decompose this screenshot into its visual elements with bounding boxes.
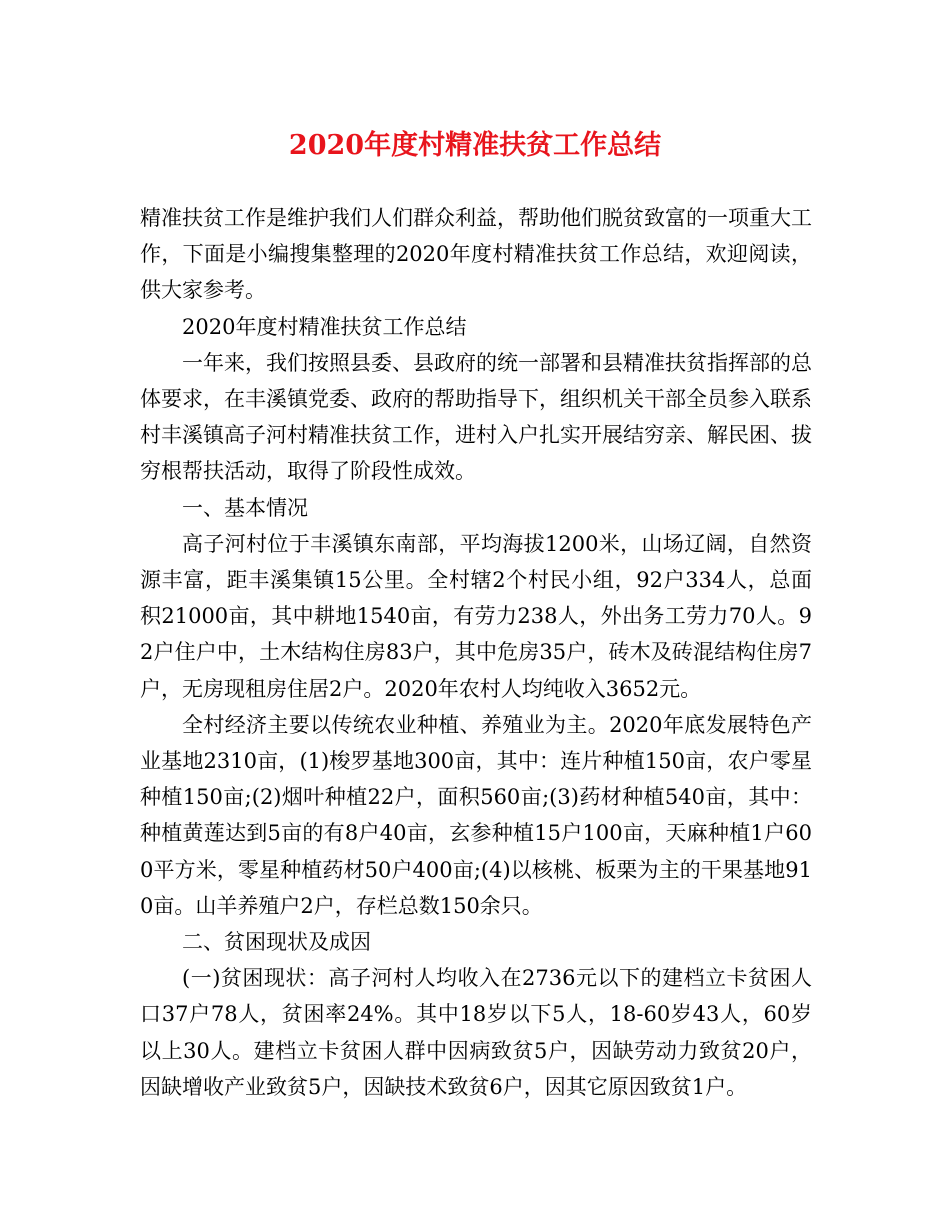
paragraph-poverty-status: (一)贫困现状：高子河村人均收入在2736元以下的建档立卡贫困人口37户78人，贫困率24%。其中18岁以下5人，18-60岁43人，60岁以上30人。建档立卡贫困人群中因病致贫5户，因缺劳动力致贫20户，因缺增收产业致贫5户，因缺技术致贫6户，因其它原因致贫1户。	[140, 966, 812, 1099]
paragraph-overview: 一年来，我们按照县委、县政府的统一部署和县精准扶贫指挥部的总体要求，在丰溪镇党委、政府的帮助指导下，组织机关干部全员参入联系村丰溪镇高子河村精准扶贫工作，进村入户扎实开展结穷亲、解民困、拔穷根帮扶活动，取得了阶段性成效。	[140, 350, 812, 484]
paragraph-village-info: 高子河村位于丰溪镇东南部，平均海拔1200米，山场辽阔，自然资源丰富，距丰溪集镇15公里。全村辖2个村民小组，92户334人，总面积21000亩，其中耕地1540亩，有劳力238人，外出务工劳力70人。92户住户中，土木结构住房83户，其中危房35户，砖木及砖混结构住房7户，无房现租房住居2户。2020年农村人均纯收入3652元。	[140, 531, 812, 701]
paragraph-economy: 全村经济主要以传统农业种植、养殖业为主。2020年底发展特色产业基地2310亩，(1)梭罗基地300亩，其中：连片种植150亩，农户零星种植150亩;(2)烟叶种植22户，面积560亩;(3)药材种植540亩，其中：种植黄莲达到5亩的有8户40亩，玄参种植15户100亩，天麻种植1户600平方米，零星种植药材50户400亩;(4)以核桃、板栗为主的干果基地910亩。山羊养殖户2户，存栏总数150余只。	[140, 712, 812, 918]
section-heading-poverty-status: 二、贫困现状及成因	[182, 930, 371, 955]
section-heading-basic-situation: 一、基本情况	[182, 495, 308, 520]
document-title: 2020年度村精准扶贫工作总结	[288, 130, 662, 161]
document-body	[140, 200, 812, 1105]
paragraph-subtitle: 2020年度村精准扶贫工作总结	[182, 314, 467, 339]
paragraph-intro: 精准扶贫工作是维护我们人们群众利益，帮助他们脱贫致富的一项重大工作，下面是小编搜集整理的2020年度村精准扶贫工作总结，欢迎阅读，供大家参考。	[140, 206, 812, 303]
